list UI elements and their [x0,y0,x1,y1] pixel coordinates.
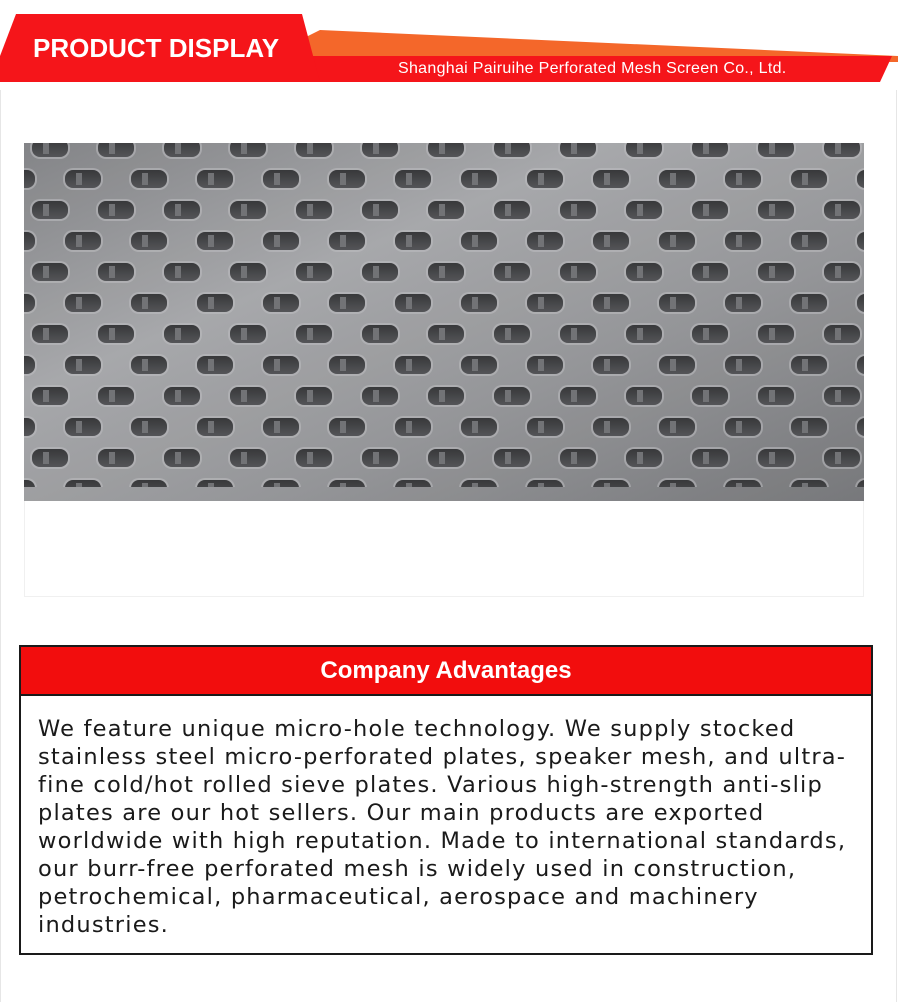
advantages-header [21,647,871,696]
left-border [0,90,1,1002]
right-border [896,90,897,1002]
product-display-banner [0,0,899,90]
perforated-plate-photo [24,143,864,501]
perforated-metal-image [24,143,864,501]
company-advantages-panel [19,645,873,955]
company-name: Shanghai Pairuihe Perforated Mesh Screen Co., Ltd. [398,60,787,77]
banner-title: PRODUCT DISPLAY [33,33,280,63]
advantages-title: Company Advantages [320,656,572,684]
advantages-text: We feature unique micro-hole technology. We supply stocked stainless steel micro-perforated plates, speaker mesh, and ultra-fine cold/hot rolled sieve plates. Various high-strength anti-slip plates are our hot sellers. Our main products are exported worldwide with high reputation. Made to international standards, our burr-free perforated mesh is widely used in construction, petrochemical, pharmaceutical, aerospace and machinery industries. [38,716,847,938]
